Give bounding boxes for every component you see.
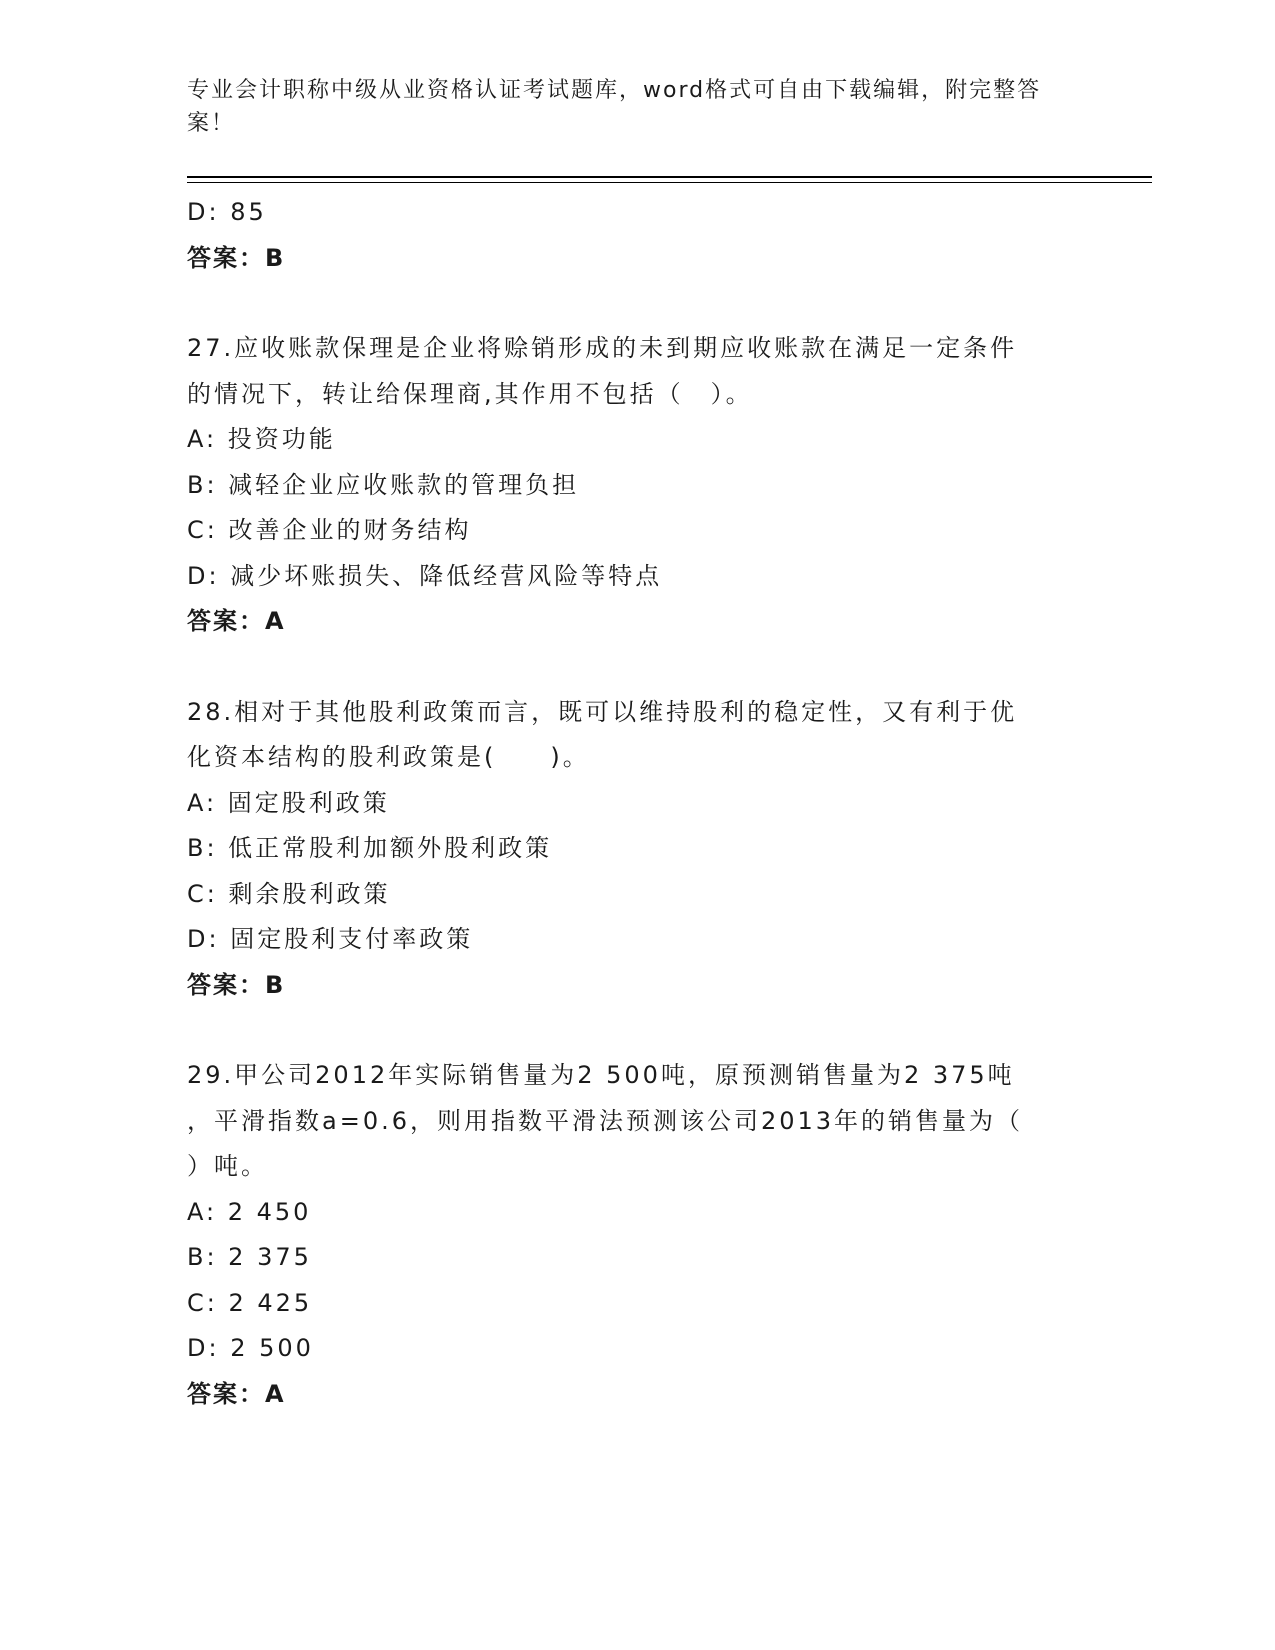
question-stem-line: ，平滑指数a=0.6，则用指数平滑法预测该公司2013年的销售量为（ bbox=[187, 1106, 1024, 1135]
option-a: A: 固定股利政策 bbox=[187, 788, 390, 817]
question-stem-line: 29.甲公司2012年实际销售量为2 500吨，原预测销售量为2 375吨 bbox=[187, 1061, 1015, 1089]
option-b: B: 减轻企业应收账款的管理负担 bbox=[187, 470, 580, 499]
page-header: 专业会计职称中级从业资格认证考试题库，word格式可自由下载编辑，附完整答案！ bbox=[187, 78, 1042, 136]
option-b: B: 2 375 bbox=[187, 1243, 312, 1271]
answer: 答案：B bbox=[187, 970, 286, 999]
spacer bbox=[187, 1008, 1087, 1053]
question-stem-line: 27.应收账款保理是企业将赊销形成的未到期应收账款在满足一定条件 bbox=[187, 334, 1018, 362]
header-divider-thick bbox=[187, 176, 1152, 178]
question-stem-line: 28.相对于其他股利政策而言，既可以维持股利的稳定性，又有利于优 bbox=[187, 697, 1018, 726]
answer: 答案：A bbox=[187, 607, 286, 635]
option-d: D: 固定股利支付率政策 bbox=[187, 925, 474, 953]
header-divider-thin bbox=[187, 182, 1152, 183]
spacer bbox=[187, 281, 1087, 326]
question-27 bbox=[187, 326, 1087, 645]
question-stem-line: 化资本结构的股利政策是( )。 bbox=[187, 743, 590, 771]
answer: 答案：A bbox=[187, 1379, 286, 1408]
option-d: D: 2 500 bbox=[187, 1334, 314, 1362]
spacer bbox=[187, 645, 1087, 690]
option-c: C: 2 425 bbox=[187, 1288, 313, 1317]
option-d: D: 减少坏账损失、降低经营风险等特点 bbox=[187, 561, 663, 590]
prev-answer: 答案：B bbox=[187, 243, 286, 272]
option-c: C: 剩余股利政策 bbox=[187, 879, 391, 908]
question-28 bbox=[187, 690, 1087, 1009]
question-stem-line: ）吨。 bbox=[187, 1152, 268, 1180]
prev-option-d: D: 85 bbox=[187, 198, 267, 226]
question-content bbox=[187, 190, 1087, 1417]
question-stem-line: 的情况下，转让给保理商,其作用不包括（ ）。 bbox=[187, 379, 753, 408]
option-a: A: 2 450 bbox=[187, 1197, 312, 1226]
option-a: A: 投资功能 bbox=[187, 425, 336, 453]
option-b: B: 低正常股利加额外股利政策 bbox=[187, 834, 553, 862]
option-c: C: 改善企业的财务结构 bbox=[187, 516, 472, 544]
question-29 bbox=[187, 1053, 1087, 1417]
